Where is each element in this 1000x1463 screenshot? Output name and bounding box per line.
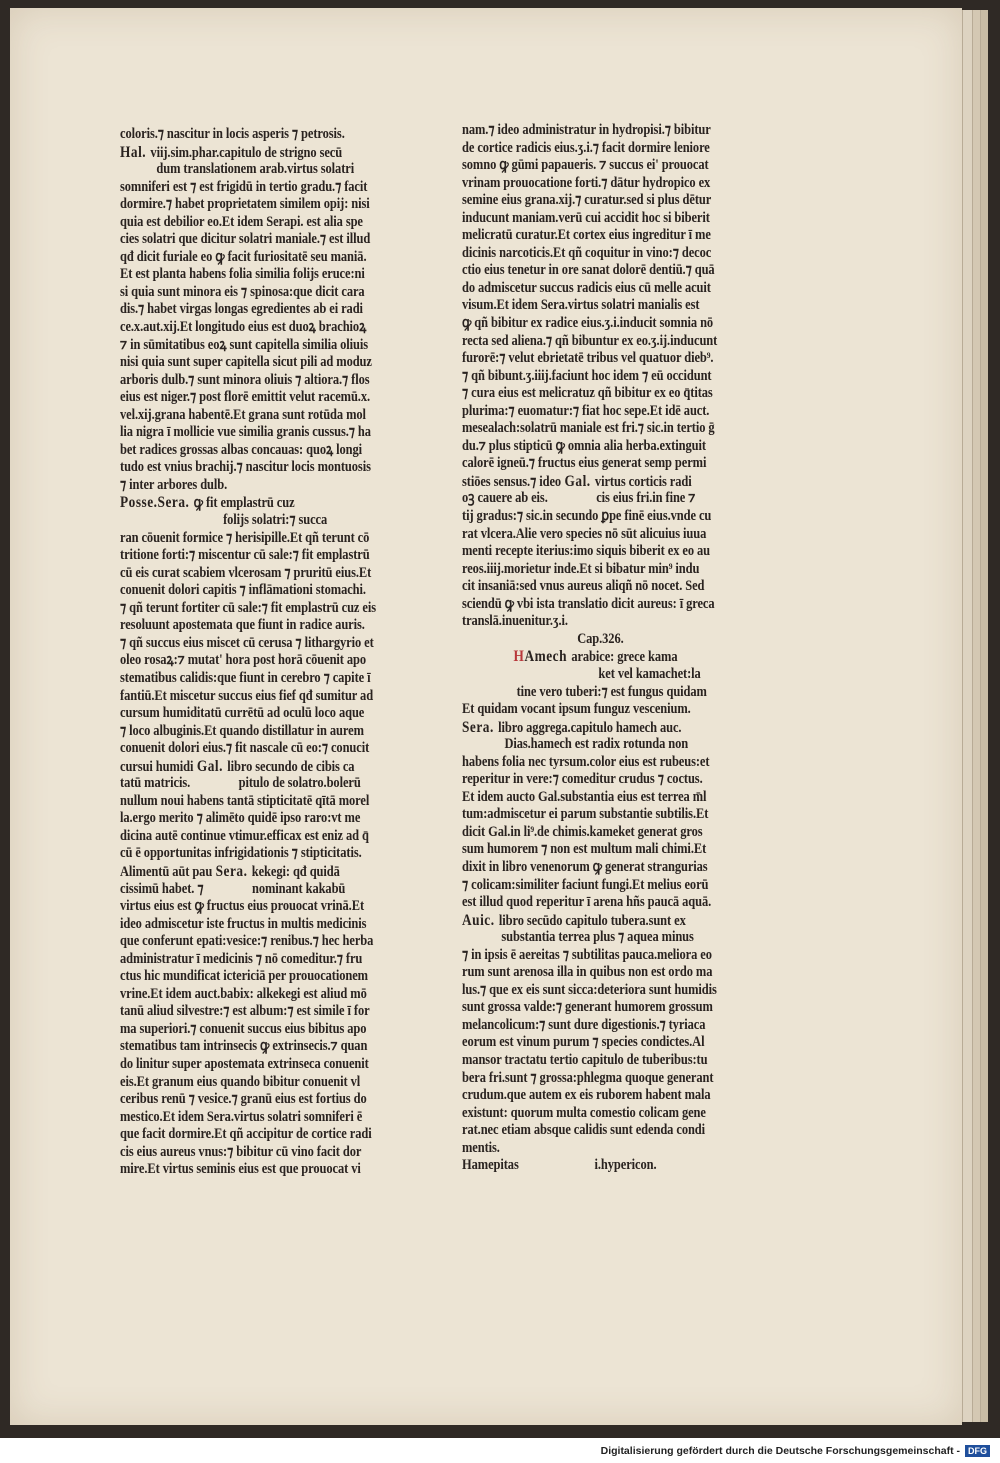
text-line <box>120 1056 395 1074</box>
text-line <box>462 297 737 315</box>
line-text: nisi quia sunt super capitella sicut pili ad moduz <box>120 354 372 371</box>
line-text: quia est debilior eo.Et idem Serapi. est alia spe <box>120 213 363 230</box>
line-text: visum.Et idem Sera.virtus solatri manialis est <box>462 297 700 314</box>
text-line <box>120 688 395 706</box>
line-text: arabice: grece kama <box>571 649 678 666</box>
line-text: habens folia nec tyrsum.color eius est rubeus:et <box>462 753 710 770</box>
text-line <box>462 1140 737 1158</box>
line-text: ⁊ colicam:similiter faciunt fungi.Et melius eorū <box>462 876 709 893</box>
text-line <box>120 933 395 951</box>
text-line <box>120 214 395 232</box>
line-text: reperitur in vere:⁊ comeditur crudus ⁊ coctus. <box>462 771 703 788</box>
text-line <box>120 1126 395 1144</box>
line-text: dicina autē continue vtimur.efficax est eniz ad q̄ <box>120 827 369 844</box>
text-line <box>120 372 395 390</box>
text-line <box>120 828 395 846</box>
line-text: stematibus tam intrinsecis ꝙ extrinsecis.⁊ quan <box>120 1038 368 1055</box>
text-line <box>120 565 395 583</box>
line-text: mentis. <box>462 1139 500 1156</box>
line-text: virtus eius est ꝙ fructus eius prouocat vrinā.Et <box>120 898 365 915</box>
text-line <box>462 140 737 158</box>
red-initial-letter: H <box>513 648 525 666</box>
line-text: stematibus calidis:que fiunt in cerebro ⁊ capite ī <box>120 669 371 686</box>
text-line <box>120 144 395 162</box>
text-line <box>120 775 395 793</box>
text-line <box>462 561 737 579</box>
text-line <box>120 389 395 407</box>
text-line <box>120 266 395 284</box>
text-line <box>462 701 737 719</box>
line-text: reos.iiij.morietur inde.Et si bibatur min⁹ indu <box>462 560 700 577</box>
line-text: resoluunt apostemata que fiunt in radice auris. <box>120 617 365 634</box>
line-text: somniferi est ⁊ est frigidū in tertio gradu.⁊ facit <box>120 178 368 195</box>
text-line <box>120 319 395 337</box>
line-text: libro secundo de cibis ca <box>227 758 355 775</box>
line-text: de cortice radicis eius.ʒ.i.⁊ facit dormire leniore <box>462 139 710 156</box>
line-text: nullum noui habens tantā stipticitatē qītā morel <box>120 792 370 809</box>
line-text: dixit in libro venenorum ꝙ generat strangurias <box>462 858 708 875</box>
line-text: oꝫ cauere ab eis. cis eius fri.in fine ⁊ <box>462 490 696 507</box>
line-text: vel.xij.grana habentē.Et grana sunt rotūda mol <box>120 406 366 423</box>
text-line <box>120 407 395 425</box>
line-text: cissimū habet. ⁊ nominant kakabū <box>120 880 346 897</box>
text-line <box>462 841 737 859</box>
text-line <box>462 789 737 807</box>
line-text: eius est niger.⁊ post florē emittit velut racemū.x. <box>120 389 371 406</box>
text-line <box>462 280 737 298</box>
line-text: ⁊ inter arbores dulb. <box>120 476 228 493</box>
text-line <box>120 758 395 776</box>
line-text: Cap.326. <box>462 630 624 647</box>
line-text: libro aggrega.capitulo hamech auc. <box>498 719 682 736</box>
text-line <box>120 337 395 355</box>
text-line <box>462 719 737 737</box>
text-line <box>120 617 395 635</box>
text-line <box>120 723 395 741</box>
line-text: ideo admiscetur iste fructus in multis medicinis <box>120 915 367 932</box>
line-text: qđ dicit furiale eo ꝙ facit furiositatē seu maniā. <box>120 248 367 265</box>
line-text: ꝙ qñ bibitur ex radice eius.ʒ.i.inducit somnia nō <box>462 315 714 332</box>
line-text: semine eius grana.xij.⁊ curatur.sed si plus dētur <box>462 192 712 209</box>
line-text: ⁊ in sūmitatibus eoꝝ sunt capitella similia oliuis <box>120 336 369 353</box>
text-line <box>120 459 395 477</box>
line-text: tudo est vnius brachij.⁊ nascitur locis montuosis <box>120 459 371 476</box>
text-line <box>462 894 737 912</box>
text-line <box>120 986 395 1004</box>
text-line <box>462 210 737 228</box>
text-line <box>120 1161 395 1179</box>
text-line <box>462 771 737 789</box>
text-line <box>462 999 737 1017</box>
line-text: virtus corticis radi <box>594 473 692 490</box>
text-line <box>462 596 737 614</box>
text-line <box>462 666 737 684</box>
text-line <box>462 964 737 982</box>
text-line <box>120 600 395 618</box>
line-text: crudum.que autem ex eis ruborem habent mala <box>462 1087 711 1104</box>
text-line <box>120 968 395 986</box>
line-text: conuenit dolori capitis ⁊ inflāmationi stomachi. <box>120 582 366 599</box>
line-text: Alimentū aūt pau <box>120 863 213 880</box>
text-line <box>462 947 737 965</box>
line-text: ⁊ qñ bibunt.ʒ.iiij.faciunt hoc idem ⁊ eū occidunt <box>462 367 712 384</box>
line-text: cies solatri que dicitur solatri maniale.⁊ est illud <box>120 231 371 248</box>
line-text: tum:admiscetur ei parum substantie subtilis.Et <box>462 806 709 823</box>
line-text: ⁊ in ipsis ē aereitas ⁊ subtilitas pauca.meliora eo <box>462 946 712 963</box>
line-text: viij.sim.phar.capitulo de strigno secū <box>150 144 343 161</box>
text-line <box>120 652 395 670</box>
line-text: Et idem aucto Gal.substantia eius est terrea m̄l <box>462 788 707 805</box>
line-text: arboris dulb.⁊ sunt minora oliuis ⁊ altiora.⁊ flos <box>120 371 370 388</box>
line-text: ce.x.aut.xij.Et longitudo eius est duoꝝ brachioꝝ <box>120 319 367 336</box>
line-text: mesealach:solatrū maniale est fri.⁊ sic.in tertio ḡ <box>462 420 715 437</box>
line-text: recta sed aliena.⁊ qñ bibuntur ex eo.ʒ.ij.inducunt <box>462 332 718 349</box>
line-text: inducunt maniam.verū cui accidit hoc si biberit <box>462 209 710 226</box>
text-line <box>462 631 737 649</box>
text-line <box>462 1087 737 1105</box>
text-line <box>462 473 737 491</box>
heading-word: Gal. <box>196 757 223 775</box>
line-text: mansor tractatu tertio capitulo de tuberibus:tu <box>462 1051 708 1068</box>
line-text: ctus hic mundificat ictericiā per prouocationem <box>120 968 368 985</box>
heading-word: Sera. <box>215 862 248 880</box>
text-line <box>462 368 737 386</box>
line-text: tatū matricis. pitulo de solatro.bolerū <box>120 775 361 792</box>
line-text: ꝙ fit emplastrū cuz <box>193 495 295 512</box>
line-text: calorē igneū.⁊ fructus eius generat semp permi <box>462 455 707 472</box>
text-line <box>120 705 395 723</box>
line-text: du.⁊ plus stipticū ꝙ omnia alia herba.extinguit <box>462 437 706 454</box>
text-line <box>120 231 395 249</box>
line-text <box>462 649 514 665</box>
text-line <box>462 929 737 947</box>
text-line <box>462 1105 737 1123</box>
line-text: cit insaniā:sed vnus aureus aliqñ nō nocet. Sed <box>462 578 705 595</box>
text-line <box>462 578 737 596</box>
text-line <box>462 262 737 280</box>
line-text: eis.Et granum eius quando bibitur conuenit vl <box>120 1073 361 1090</box>
text-line <box>462 333 737 351</box>
line-text: cursui humidi <box>120 758 194 775</box>
text-line <box>462 1034 737 1052</box>
line-text: melancolicum:⁊ sunt dure digestionis.⁊ tyriaca <box>462 1016 706 1033</box>
line-text: cis eius aureus vnus:⁊ bibitur cū vino facit dor <box>120 1143 362 1160</box>
dfg-logo: DFG <box>965 1445 990 1457</box>
text-line <box>120 635 395 653</box>
line-text: do admiscetur succus radicis eius cū melle acuit <box>462 279 711 296</box>
line-text: dum translationem arab.virtus solatri <box>120 161 355 178</box>
text-line <box>462 736 737 754</box>
line-text: coloris.⁊ nascitur in locis asperis ⁊ petrosis. <box>120 126 345 142</box>
text-line <box>462 508 737 526</box>
text-line <box>120 810 395 828</box>
line-text: libro secūdo capitulo tubera.sunt ex <box>498 912 686 929</box>
text-line <box>462 806 737 824</box>
line-text: melicratū curatur.Et cortex eius ingreditur ī me <box>462 227 711 244</box>
line-text: tij gradus:⁊ sic.in secundo ꝑpe finē eius.vnde cu <box>462 508 712 525</box>
text-line <box>462 648 737 666</box>
line-text: existunt: quorum multa comestio colicam gene <box>462 1104 706 1121</box>
text-line <box>120 161 395 179</box>
text-line <box>120 354 395 372</box>
text-line <box>462 982 737 1000</box>
text-line <box>462 1017 737 1035</box>
text-line <box>120 249 395 267</box>
text-line <box>462 613 737 631</box>
line-text: menti recepte iterius:imo siquis biberit ex eo au <box>462 543 711 560</box>
text-line <box>120 740 395 758</box>
line-text: vrinam prouocatione forti.⁊ dātur hydropico ex <box>462 174 711 191</box>
line-text: est illud quod reperitur ī arena hñs paucā aquā. <box>462 894 712 911</box>
line-text: Dias.hamech est radix rotunda non <box>462 736 689 753</box>
text-line <box>462 1070 737 1088</box>
line-text: nam.⁊ ideo administratur in hydropisi.⁊ bibitur <box>462 122 711 138</box>
text-line <box>462 526 737 544</box>
text-line <box>120 1003 395 1021</box>
line-text: ran cōuenit formice ⁊ herisipille.Et qñ terunt cō <box>120 529 370 546</box>
line-text: Hamepitas i.hypericon. <box>462 1157 657 1174</box>
text-line <box>120 1144 395 1162</box>
text-line <box>120 1091 395 1109</box>
text-line <box>462 420 737 438</box>
text-line <box>462 1157 737 1175</box>
text-line <box>462 157 737 175</box>
text-line <box>462 227 737 245</box>
line-text: ket vel kamachet:la <box>462 665 701 682</box>
text-line <box>120 793 395 811</box>
line-text: administratur ī medicinis ⁊ nō comeditur.⁊ fru <box>120 950 363 967</box>
line-text: rat.nec etiam absque calidis sunt edenda condi <box>462 1122 706 1139</box>
line-text: furorē:⁊ velut ebrietatē tribus vel quatuor dieb⁹. <box>462 350 714 367</box>
text-line <box>120 670 395 688</box>
line-text: tine vero tuberi:⁊ est fungus quidam <box>462 683 707 700</box>
text-line <box>120 582 395 600</box>
line-text: eorum est vinum purum ⁊ species condictes.Al <box>462 1034 705 1051</box>
text-line <box>120 424 395 442</box>
line-text: ma superiori.⁊ conuenit succus eius bibitus apo <box>120 1020 367 1037</box>
text-line <box>462 455 737 473</box>
text-line <box>120 179 395 197</box>
footer-text: Digitalisierung gefördert durch die Deutsche Forschungsgemeinschaft - <box>600 1445 960 1457</box>
line-text: dicit Gal.in li⁹.de chimis.kameket generat gros <box>462 823 703 840</box>
line-text: mestico.Et idem Sera.virtus solatri somniferi ē <box>120 1108 363 1125</box>
line-text: la.ergo merito ⁊ alimēto quidē ipso raro:vt me <box>120 810 361 827</box>
line-text: translā.inuenitur.ʒ.i. <box>462 613 568 630</box>
line-text: Et quidam vocant ipsum funguz vescenium. <box>462 701 691 718</box>
line-text: somno ꝙ gūmi papaueris. ⁊ succus ei' prouocat <box>462 157 709 174</box>
text-line <box>462 543 737 561</box>
line-text: ⁊ loco albuginis.Et quando distillatur in aurem <box>120 722 364 739</box>
line-text: Et est planta habens folia similia folijs eruce:ni <box>120 266 365 283</box>
text-line <box>120 1074 395 1092</box>
heading-word: Hal. <box>120 143 147 161</box>
line-text: ⁊ qñ terunt fortiter cū sale:⁊ fit emplastrū cuz eis <box>120 599 377 616</box>
line-text: ⁊ cura eius est melicratuz qñ bibitur ex eo q̄titas <box>462 385 713 402</box>
text-line <box>120 547 395 565</box>
line-text: que facit dormire.Et qñ accipitur de cortice radi <box>120 1126 372 1143</box>
heading-word: Amech <box>524 648 568 666</box>
line-text: si quia sunt minora eis ⁊ spinosa:que dicit cara <box>120 283 365 300</box>
text-line <box>462 192 737 210</box>
right-text-column <box>462 122 782 1175</box>
line-text: conuenit dolori eius.⁊ fit nascale cū eo:⁊ conucit <box>120 740 370 757</box>
text-line <box>120 196 395 214</box>
text-line <box>120 477 395 495</box>
text-line <box>120 951 395 969</box>
heading-word: Gal. <box>564 472 591 490</box>
heading-word: Sera. <box>462 718 494 736</box>
text-line <box>462 122 737 140</box>
text-line <box>120 1038 395 1056</box>
line-text: bet radices grossas albas concauas: quoꝝ longi <box>120 441 363 458</box>
line-text: rum sunt arenosa illa in quibus non est ordo ma <box>462 964 713 981</box>
line-text: plurima:⁊ euomatur:⁊ fiat hoc sepe.Et idē auct. <box>462 402 710 419</box>
text-line <box>462 754 737 772</box>
text-line <box>120 863 395 881</box>
line-text: ceribus renū ⁊ vesice.⁊ granū eius est fortius do <box>120 1091 367 1108</box>
text-line <box>120 494 395 512</box>
line-text: fantiū.Et miscetur succus eius fief qđ sumitur ad <box>120 687 374 704</box>
text-line <box>120 442 395 460</box>
text-line <box>462 350 737 368</box>
line-text: kekegi: qđ quidā <box>251 863 340 880</box>
text-line <box>120 916 395 934</box>
line-text: cū ē opportunitas infrigidationis ⁊ stipticitatis. <box>120 845 362 862</box>
text-line <box>462 684 737 702</box>
line-text: que conferunt epati:vesice:⁊ renibus.⁊ hec herba <box>120 933 374 950</box>
line-text: vrine.Et idem auct.babix: alkekegi est aliud mō <box>120 985 367 1002</box>
line-text: substantia terrea plus ⁊ aquea minus <box>462 929 694 946</box>
text-line <box>462 490 737 508</box>
line-text: cū eis curat scabiem vlcerosam ⁊ pruritū eius.Et <box>120 564 372 581</box>
line-text: lia nigra ī mollicie vue similia granis cussus.⁊ ha <box>120 424 371 441</box>
heading-word: Posse.Sera. <box>120 494 190 512</box>
text-line <box>462 877 737 895</box>
line-text: tritione forti:⁊ miscentur cū sale:⁊ fit emplastrū <box>120 547 370 564</box>
text-line <box>462 1052 737 1070</box>
text-line <box>462 175 737 193</box>
line-text: ⁊ qñ succus eius miscet cū cerusa ⁊ lithargyrio et <box>120 634 374 651</box>
line-text: sum humorem ⁊ non est multum mali chimi.Et <box>462 841 707 858</box>
text-line <box>462 912 737 930</box>
line-text: tanū aliud silvestre:⁊ est album:⁊ est simile ī for <box>120 1003 370 1020</box>
text-line <box>120 1109 395 1127</box>
line-text: stiōes sensus.⁊ ideo <box>462 473 562 490</box>
line-text: ctio eius tenetur in ore sanat dolorē dentiū.⁊ quā <box>462 262 715 279</box>
text-line <box>120 284 395 302</box>
line-text: dormire.⁊ habet proprietatem similem opij: nisi <box>120 196 370 213</box>
text-line <box>462 385 737 403</box>
text-line <box>120 126 395 144</box>
line-text: dicinis narcoticis.Et qñ coquitur in vino:⁊ decoc <box>462 244 712 261</box>
line-text: do linitur super apostemata extrinseca conuenit <box>120 1055 369 1072</box>
text-line <box>120 898 395 916</box>
text-line <box>120 530 395 548</box>
text-line <box>462 438 737 456</box>
line-text: bera fri.sunt ⁊ grossa:phlegma quoque generant <box>462 1069 714 1086</box>
text-line <box>120 1021 395 1039</box>
line-text: cursum humiditatū currētū ad oculū loco aque <box>120 705 365 722</box>
text-line <box>462 1122 737 1140</box>
page-edge <box>980 10 988 1422</box>
text-line <box>462 315 737 333</box>
text-line <box>462 245 737 263</box>
line-text: dis.⁊ habet virgas longas egredientes ab ei radi <box>120 301 363 318</box>
footer-credit <box>601 1442 990 1460</box>
heading-word: Auic. <box>462 911 495 929</box>
line-text: oleo rosaꝝ:⁊ mutat' hora post horā cōuenit apo <box>120 652 367 669</box>
text-line <box>462 824 737 842</box>
text-line <box>120 845 395 863</box>
text-line <box>120 512 395 530</box>
line-text: folijs solatri:⁊ succa <box>120 512 328 529</box>
line-text: lus.⁊ que ex eis sunt sicca:deteriora sunt humidis <box>462 981 717 998</box>
line-text: sunt grossa valde:⁊ generant humorem grossum <box>462 999 713 1016</box>
line-text: mire.Et virtus seminis eius est que prouocat vi <box>120 1161 361 1178</box>
left-text-column <box>120 126 440 1179</box>
text-line <box>120 301 395 319</box>
text-line <box>462 859 737 877</box>
text-line <box>120 881 395 899</box>
line-text: rat vlcera.Alie vero species nō sūt alicuius iuua <box>462 525 707 542</box>
line-text: sciendū ꝙ vbi ista translatio dicit aureus: ī greca <box>462 595 715 612</box>
text-line <box>462 403 737 421</box>
